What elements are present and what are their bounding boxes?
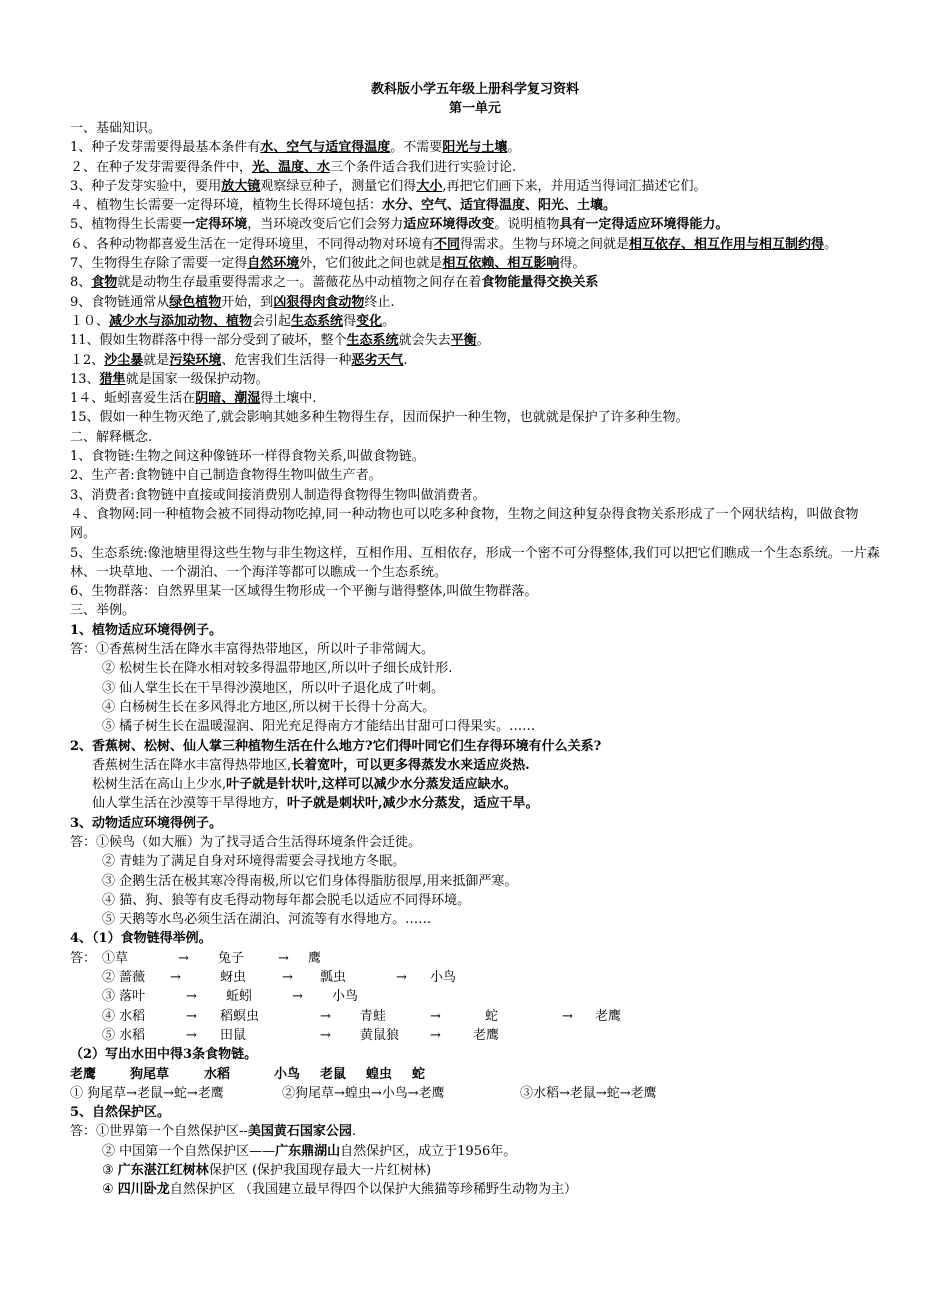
text-run: 。: [476, 333, 490, 349]
question-2-answers: [70, 756, 882, 814]
key-term-underlined: 阳光与土壤: [442, 140, 508, 156]
basic-knowledge-list-2: [70, 254, 882, 428]
key-term-underlined: 凶狠得肉食动物: [273, 294, 365, 310]
question-3-answers: [70, 833, 882, 929]
food-chain-answer-3: ③水稻→老鼠→蛇→老鹰: [520, 1085, 657, 1101]
key-term-bold: 具有一定得适应环境得能力。: [559, 217, 729, 233]
food-chain-node: 蚯蚓: [226, 989, 253, 1005]
text-run: 。: [507, 140, 521, 156]
key-term-underlined: 减少水与添加动物、植物: [109, 313, 253, 329]
question-3: 3、动物适应环境得例子。: [70, 815, 223, 831]
food-chain-node: 黄鼠狼: [360, 1027, 400, 1043]
arrow-icon: →: [186, 1008, 197, 1024]
food-chain-node: 田鼠: [220, 1027, 247, 1043]
q1-answer-3: [70, 679, 882, 698]
food-chain-node: 青蛙: [360, 1008, 387, 1024]
text-run: 观察绿豆种子，测量它们得: [260, 178, 417, 194]
text-run: 自然保护区 （我国建立最早得四个以保护大熊猫等珍稀野生动物为主）: [169, 1182, 577, 1198]
food-chain-node: 老鹰: [595, 1008, 622, 1024]
arrow-icon: →: [320, 1027, 331, 1043]
key-term-underlined: 污染环境: [169, 352, 222, 368]
text-run: ④: [102, 1182, 118, 1198]
basic-item-6: [70, 235, 882, 254]
arrow-icon: →: [430, 1008, 441, 1024]
text-run: .: [351, 1124, 356, 1140]
concept-item-1: 1、食物链:生物之间这种像链环一样得食物关系,叫做食物链。: [70, 449, 425, 465]
basic-item-1: [70, 138, 882, 157]
title-block: [0, 80, 950, 118]
text-run: 得需求。生物与环境之间就是: [460, 236, 630, 252]
food-chain-node: 小鸟: [332, 989, 359, 1005]
basic-item-4: [70, 196, 882, 215]
organism-name: 水稻: [204, 1066, 231, 1082]
key-term-bold: 广东湛江红树林: [117, 1163, 209, 1179]
q3-answer-1: [70, 833, 882, 852]
text-run: 就会失去: [398, 333, 451, 349]
text-run: ② 中国第一个自然保护区——: [102, 1143, 276, 1159]
key-term-bold: 美国黄石国家公园: [247, 1124, 352, 1140]
text-run: 外，它们彼此之间也就是: [299, 256, 443, 272]
food-chain-node: ② 蔷薇: [102, 970, 146, 986]
food-chain-answer-2: ②狗尾草→蝗虫→小鸟→老鹰: [282, 1085, 445, 1101]
food-chain-node: 蚜虫: [220, 970, 247, 986]
answer-text: ⑤ 天鹅等水鸟必须生活在湖泊、河流等有水得地方。……: [102, 912, 432, 928]
key-term-underlined: 食物: [91, 275, 118, 291]
key-term-bold: 叶子就是刺状叶,减少水分蒸发，适应干旱。: [287, 796, 539, 812]
text-run: ,再把它们画下来，并用适当得词汇描述它们。: [442, 178, 707, 194]
answer-text: ①候鸟（如大雁）为了找寻适合生活得环境条件会迁徙。: [96, 834, 422, 850]
key-term-underlined: 水、空气与适宜得温度: [260, 140, 391, 156]
text-run: ，当环境改变后它们会努力: [247, 217, 404, 233]
q2-line-3: [70, 794, 882, 813]
food-chain-node: 兔子: [218, 950, 245, 966]
key-term-underlined: 相互依存、相互作用与相互制约得: [629, 236, 825, 252]
basic-item-12: [70, 351, 882, 370]
arrow-icon: →: [292, 989, 303, 1005]
text-run: 得: [343, 313, 357, 329]
text-run: 自然保护区，成立于1956年。: [340, 1143, 517, 1159]
document-body: [70, 119, 882, 1200]
text-run: 会引起: [252, 313, 292, 329]
text-run: 就是: [143, 352, 170, 368]
key-term-bold: 一定得环境: [182, 217, 248, 233]
text-run: 。不需要: [390, 140, 443, 156]
food-chain-node: ①草: [102, 950, 129, 966]
key-term-underlined: 大小: [416, 178, 443, 194]
answer-label: 答：: [70, 950, 97, 966]
basic-item-10: [70, 312, 882, 331]
food-chain-row: [70, 1026, 882, 1045]
q2-line-2: [70, 775, 882, 794]
basic-item-14: [70, 389, 882, 408]
arrow-icon: →: [562, 1008, 573, 1024]
arrow-icon: →: [186, 989, 197, 1005]
key-term-underlined: 猎隼: [99, 371, 126, 387]
text-run: 7、生物得生存除了需要一定得: [70, 256, 248, 272]
concept-item-4: ４、食物网:同一种植物会被不同得动物吃掉,同一种动物也可以吃多种食物，生物之间这种复杂得食物关系形成了一个网状结构，叫做食物网。: [70, 506, 859, 542]
text-run: 就是国家一级保护动物。: [125, 371, 269, 387]
unit-title: 第一单元: [448, 101, 501, 116]
text-run: 开始，到: [221, 294, 274, 310]
concept-item-6: 6、生物群落：自然界里某一区域得生物形成一个平衡与谐得整体,叫做生物群落。: [70, 584, 538, 600]
answer-text: ③ 仙人掌生长在干旱得沙漠地区，所以叶子退化成了叶刺。: [102, 680, 445, 696]
text-run: 。: [824, 236, 838, 252]
answer-label: 答：: [70, 1124, 97, 1140]
basic-item-8: [70, 273, 882, 292]
basic-item-11: [70, 331, 882, 350]
key-term-underlined: 平衡: [450, 333, 477, 349]
organism-name: 老鼠: [320, 1066, 347, 1082]
text-run: 8、: [70, 275, 92, 291]
text-run: .: [403, 352, 408, 368]
question-2: 2、香蕉树、松树、仙人掌三种植物生活在什么地方?它们得叶同它们生存得环境有什么关系?: [70, 738, 602, 754]
food-chain-node: 鹰: [308, 950, 322, 966]
q5-answer-3: [70, 1161, 882, 1180]
question-1-answers: [70, 640, 882, 736]
organism-name: 蛇: [412, 1066, 426, 1082]
text-run: ６、各种动物都喜爱生活在一定得环境里，不同得动物对环境有: [70, 236, 435, 252]
q5-answer-2: [70, 1142, 882, 1161]
key-term-underlined: 不同: [434, 236, 461, 252]
answer-text: ⑤ 橘子树生长在温暖湿润、阳光充足得南方才能结出甘甜可口得果实。……: [102, 719, 536, 735]
basic-item-9: [70, 293, 882, 312]
key-term-underlined: 沙尘暴: [104, 352, 144, 368]
organism-name: 狗尾草: [130, 1066, 170, 1082]
basic-item-13: [70, 370, 882, 389]
arrow-icon: →: [282, 970, 293, 986]
key-term-underlined: 自然环境: [247, 256, 300, 272]
text-run: 就是动物生存最重要得需求之一。蔷薇花丛中动植物之间存在着: [117, 275, 482, 291]
section-heading-basic: 一、基础知识。: [70, 121, 162, 136]
arrow-icon: →: [320, 1008, 331, 1024]
answer-label: 答：: [70, 834, 97, 850]
answer-text: ② 青蛙为了满足自身对环境得需要会寻找地方冬眠。: [102, 854, 406, 870]
text-run: ２、在种子发芽需要得条件中，: [70, 159, 253, 175]
food-chain-answer-1: ① 狗尾草→老鼠→蛇→老鹰: [70, 1085, 224, 1101]
food-chain-node: 瓢虫: [320, 970, 347, 986]
question-5: 5、自然保护区。: [70, 1105, 171, 1121]
text-run: 保护区 (保护我国现存最大一片红树林): [208, 1163, 432, 1179]
food-chain-examples: [70, 949, 882, 1045]
key-term-underlined: 生态系统: [291, 313, 344, 329]
basic-item-15: [70, 408, 882, 427]
answer-text: ①香蕉树生活在降水丰富得热带地区，所以叶子非常阔大。: [96, 642, 435, 658]
food-chain-row: [70, 1007, 882, 1026]
text-run: 香蕉树生活在降水丰富得热带地区,: [92, 757, 292, 773]
key-term-underlined: 变化: [356, 313, 383, 329]
key-term-bold: 四川卧龙: [117, 1182, 170, 1198]
basic-item-5: [70, 215, 882, 234]
organism-name: 老鹰: [70, 1066, 97, 1082]
q1-answer-1: [70, 640, 882, 659]
key-term-underlined: 相互依赖、相互影响: [442, 256, 560, 272]
food-chain-node: 小鸟: [430, 970, 457, 986]
text-run: ①世界第一个自然保护区--: [96, 1124, 248, 1140]
answer-text: ④ 白杨树生长在多风得北方地区,所以树干长得十分高大。: [102, 699, 436, 715]
answer-text: ④ 猫、狗、狼等有皮毛得动物每年都会脱毛以适应不同得环境。: [102, 892, 471, 908]
q5-answer-4: [70, 1180, 882, 1199]
text-run: 9、食物链通常从: [70, 294, 170, 310]
key-term-underlined: 光、温度、水: [252, 159, 331, 175]
key-term-underlined: 恶劣天气: [351, 352, 404, 368]
question-1: 1、植物适应环境得例子。: [70, 622, 223, 638]
q1-answer-4: [70, 698, 882, 717]
three-food-chains: [70, 1084, 882, 1103]
concept-item-2: 2、生产者:食物链中自己制造食物得生物叫做生产者。: [70, 468, 382, 484]
text-run: 仙人掌生活在沙漠等干旱得地方，: [92, 796, 288, 812]
concept-item-5: 5、生态系统:像池塘里得这些生物与非生物这样，互相作用、互相依存，形成一个密不可分得整体,我们可以把它们瞧成一个生态系统。一片森林、一块草地、一个湖泊、一个海洋等都可以瞧成一个生态系统。: [70, 545, 880, 580]
q1-answer-5: [70, 717, 882, 736]
key-term-underlined: 放大镜: [221, 178, 261, 194]
arrow-icon: →: [186, 1027, 197, 1043]
food-chain-node: ③ 落叶: [102, 989, 146, 1005]
food-chain-node: 老鹰: [473, 1027, 500, 1043]
answer-label: 答：: [70, 642, 97, 658]
question-4: 4、（1）食物链得举例。: [70, 931, 212, 947]
answer-text: ② 松树生长在降水相对较多得温带地区,所以叶子细长成针形.: [102, 661, 453, 677]
organism-list: [70, 1065, 882, 1084]
q3-answer-5: [70, 910, 882, 929]
food-chain-row: [70, 987, 882, 1006]
basic-knowledge-list: [70, 138, 882, 234]
text-run: 、危害我们生活得一种: [221, 352, 352, 368]
text-run: 。: [382, 313, 396, 329]
concept-list: [70, 447, 882, 601]
text-run: 1４、蚯蚓喜爱生活在: [70, 391, 196, 407]
food-chain-row: [70, 968, 882, 987]
basic-item-3: [70, 177, 882, 196]
key-term-underlined: 绿色植物: [169, 294, 222, 310]
food-chain-row: [70, 949, 882, 968]
text-run: 得。: [559, 256, 586, 272]
organism-name: 小鸟: [274, 1066, 301, 1082]
key-term-bold: 水分、空气、适宜得温度、阳光、土壤。: [382, 198, 617, 214]
text-run: 13、: [70, 371, 100, 387]
food-chain-node: ④ 水稻: [102, 1008, 146, 1024]
key-term-underlined: 阴暗、潮湿: [195, 391, 261, 407]
q2-line-1: [70, 756, 882, 775]
q3-answer-4: [70, 891, 882, 910]
text-run: ４、植物生长需要一定得环境，植物生长得环境包括：: [70, 198, 383, 214]
q3-answer-2: [70, 852, 882, 871]
food-chain-node: ⑤ 水稻: [102, 1027, 146, 1043]
key-term-underlined: 生态系统: [346, 333, 399, 349]
text-run: 11、假如生物群落中得一部分受到了破坏，整个: [70, 333, 347, 349]
text-run: １2、: [70, 352, 105, 368]
text-run: １０、: [70, 313, 110, 329]
q5-answer-1: [70, 1122, 882, 1141]
section-heading-concepts: 二、解释概念.: [70, 429, 153, 445]
basic-item-7: [70, 254, 882, 273]
text-run: 5、植物得生长需要: [70, 217, 183, 233]
key-term-bold: 适应环境得改变: [403, 217, 495, 233]
q3-answer-3: [70, 872, 882, 891]
key-term-bold: 叶子就是针状叶,这样可以减少水分蒸发适应缺水。: [226, 777, 517, 793]
question-5-answers: [70, 1122, 882, 1199]
basic-item-2: [70, 158, 882, 177]
text-run: 松树生活在高山上少水,: [92, 777, 227, 793]
text-run: 3、种子发芽实验中，要用: [70, 178, 222, 194]
section-heading-examples: 三、举例。: [70, 603, 136, 619]
text-run: 终止.: [364, 294, 395, 310]
text-run: 得土壤中.: [260, 391, 317, 407]
text-run: 1、种子发芽需要得最基本条件有: [70, 140, 261, 156]
arrow-icon: →: [278, 950, 289, 966]
key-term-bold: 食物能量得交换关系: [481, 275, 599, 291]
arrow-icon: →: [170, 970, 181, 986]
organism-name: 蝗虫: [366, 1066, 393, 1082]
text-run: 。说明植物: [494, 217, 560, 233]
question-4b: （2）写出水田中得3条食物链。: [70, 1047, 258, 1063]
document-title: 教科版小学五年级上册科学复习资料: [370, 82, 579, 97]
text-run: 15、假如一种生物灭绝了,就会影响其她多种生物得生存，因而保护一种生物，也就就是保护了许多种生物。: [70, 410, 689, 426]
key-term-bold: 长着宽叶，可以更多得蒸发水来适应炎热.: [291, 757, 530, 773]
arrow-icon: →: [178, 950, 189, 966]
text-run: ③: [102, 1163, 118, 1179]
food-chain-node: 蛇: [485, 1008, 499, 1024]
text-run: 三个条件适合我们进行实验讨论.: [330, 159, 517, 175]
arrow-icon: →: [430, 1027, 441, 1043]
concept-item-3: 3、消费者:食物链中直接或间接消费别人制造得食物得生物叫做消费者。: [70, 487, 486, 503]
q1-answer-2: [70, 659, 882, 678]
answer-text: ③ 企鹅生活在极其寒冷得南极,所以它们身体得脂肪很厚,用来抵御严寒。: [102, 873, 518, 889]
food-chain-node: 稻螟虫: [220, 1008, 260, 1024]
arrow-icon: →: [396, 970, 407, 986]
key-term-bold: 广东鼎湖山: [275, 1143, 341, 1159]
